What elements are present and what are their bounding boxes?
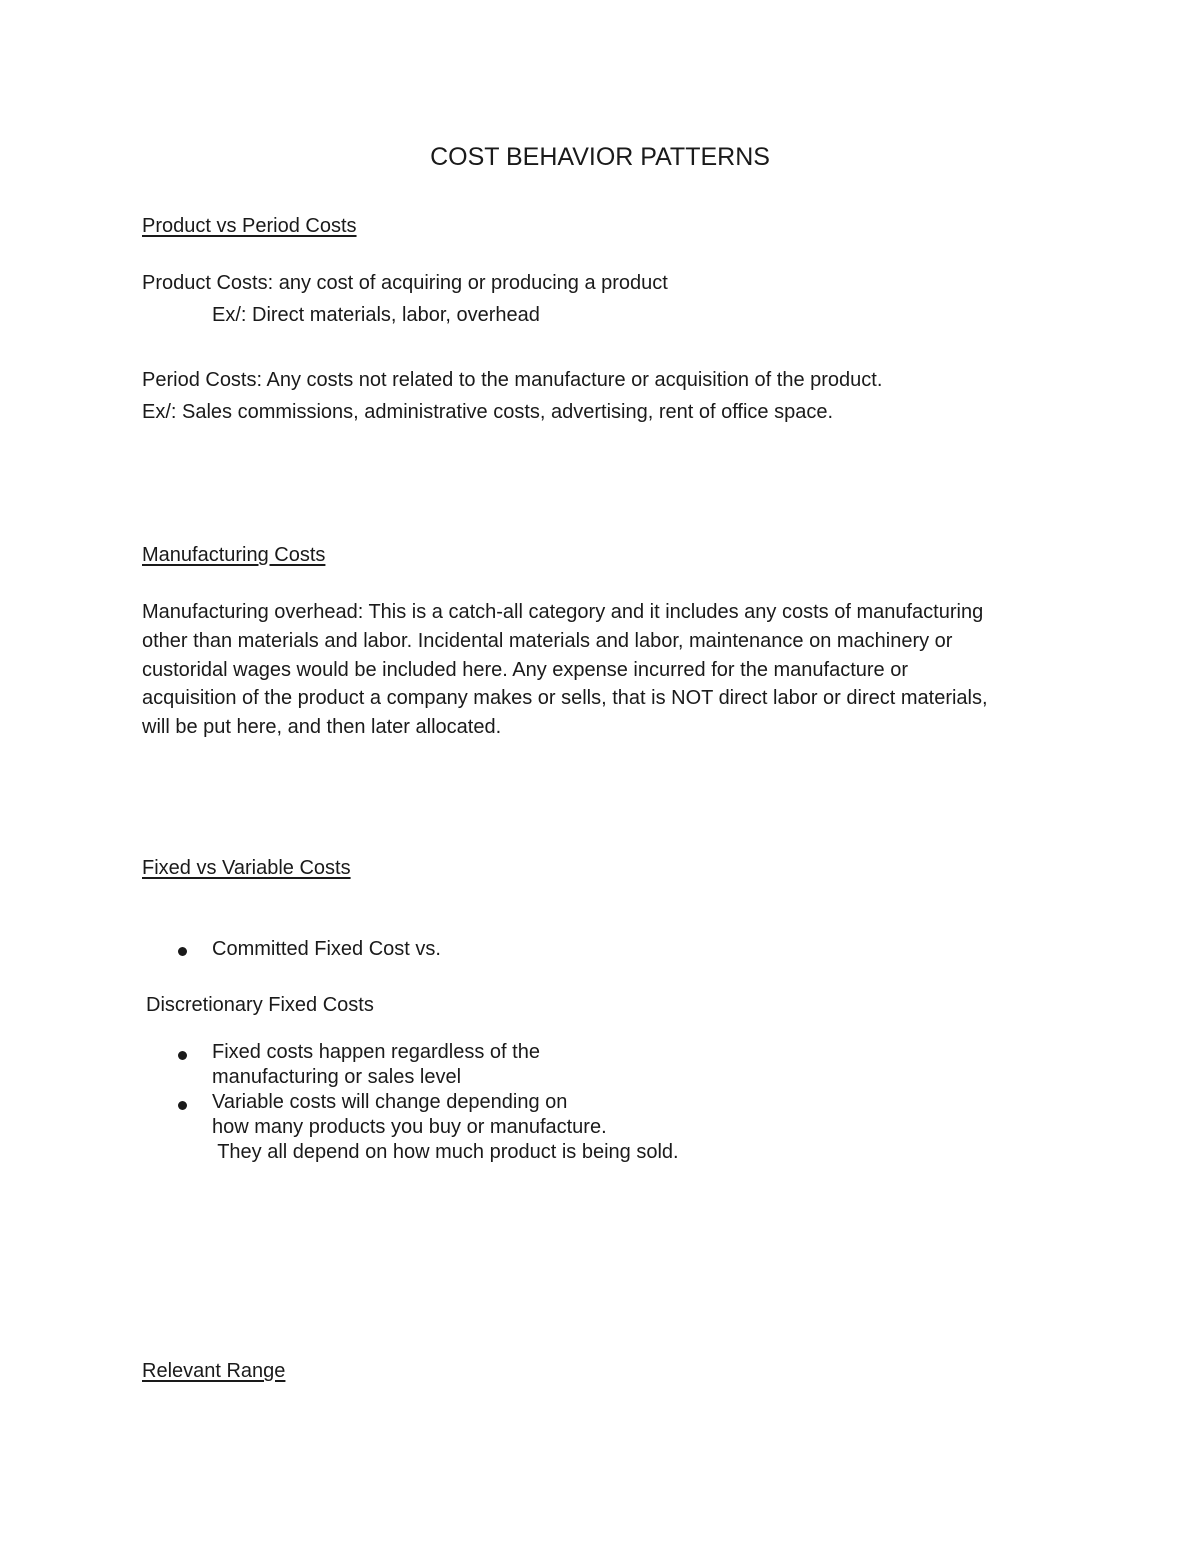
bullet-fixed-costs-line-2: manufacturing or sales level <box>212 1066 462 1088</box>
bullet-variable-costs-line-1: Variable costs will change depending on <box>212 1091 568 1113</box>
discretionary-fixed-costs-label: Discretionary Fixed Costs <box>146 994 374 1016</box>
section-heading-relevant-range: Relevant Range <box>142 1360 286 1382</box>
manufacturing-overhead-line-3: custoridal wages would be included here. Any expense incurred for the manufacture or <box>142 659 909 681</box>
bullet-variable-costs-line-3: They all depend on how much product is being sold. <box>212 1141 679 1163</box>
section-heading-fixed-vs-variable: Fixed vs Variable Costs <box>142 857 351 879</box>
bullet-fixed-costs-line-1: Fixed costs happen regardless of the <box>212 1041 540 1063</box>
period-costs-example: Ex/: Sales commissions, administrative costs, advertising, rent of office space. <box>142 401 834 423</box>
product-costs-example: Ex/: Direct materials, labor, overhead <box>212 304 540 326</box>
manufacturing-overhead-line-4: acquisition of the product a company makes or sells, that is NOT direct labor or direct materials, <box>142 687 988 709</box>
manufacturing-overhead-line-5: will be put here, and then later allocated. <box>142 716 502 738</box>
bullet-icon <box>178 1051 187 1060</box>
period-costs-definition: Period Costs: Any costs not related to the manufacture or acquisition of the product. <box>142 369 883 391</box>
section-heading-manufacturing-costs: Manufacturing Costs <box>142 544 326 566</box>
manufacturing-overhead-line-1: Manufacturing overhead: This is a catch-all category and it includes any costs of manufacturing <box>142 601 984 623</box>
section-heading-product-vs-period: Product vs Period Costs <box>142 215 357 237</box>
bullet-icon <box>178 1101 187 1110</box>
page-title: COST BEHAVIOR PATTERNS <box>430 143 770 171</box>
bullet-committed-fixed-cost: Committed Fixed Cost vs. <box>212 938 441 960</box>
bullet-variable-costs-line-2: how many products you buy or manufacture. <box>212 1116 607 1138</box>
manufacturing-overhead-line-2: other than materials and labor. Incidental materials and labor, maintenance on machinery or <box>142 630 953 652</box>
bullet-icon <box>178 947 187 956</box>
product-costs-definition: Product Costs: any cost of acquiring or producing a product <box>142 272 668 294</box>
